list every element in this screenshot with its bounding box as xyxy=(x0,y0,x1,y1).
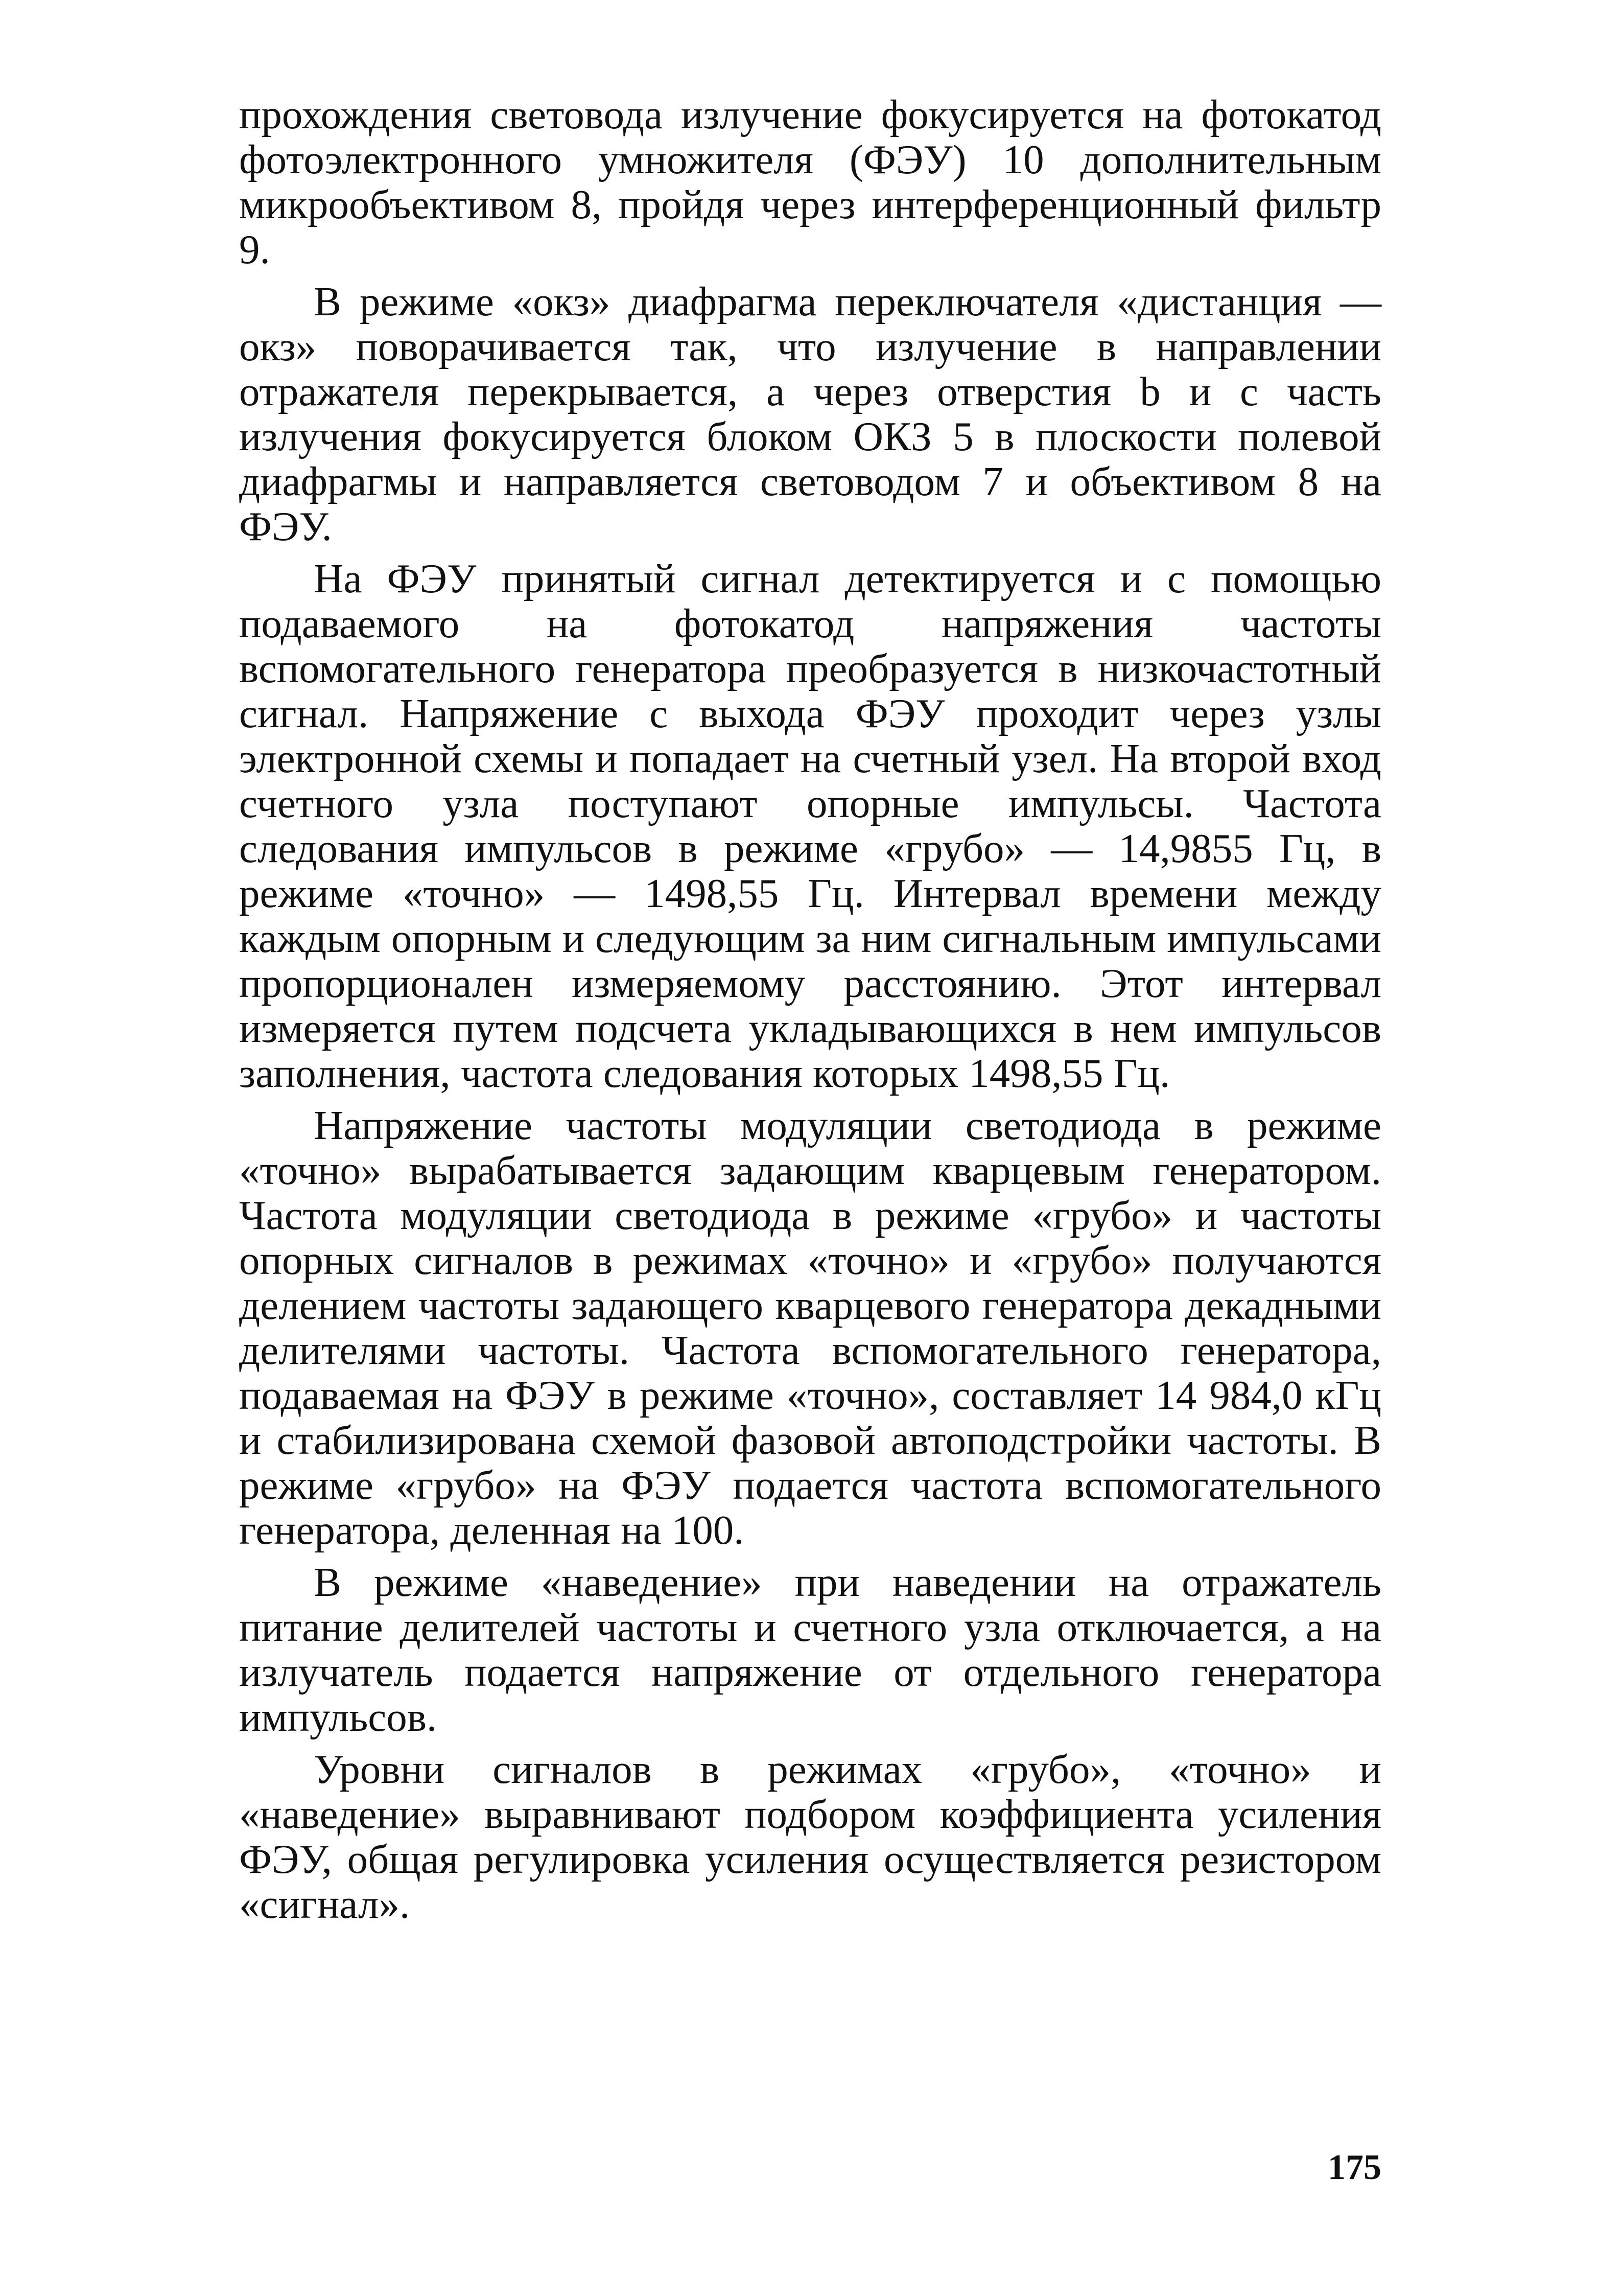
page-number: 175 xyxy=(1328,2148,1381,2187)
paragraph-1: прохождения световода излучение фокусируется на фотокатод фотоэлектронного умножителя (ФЭУ) 10 дополнительным микрообъективом 8, пройдя через интерференционный фильтр 9. xyxy=(239,91,1381,272)
book-page xyxy=(239,92,1381,2213)
paragraph-4: Напряжение частоты модуляции светодиода в режиме «точно» вырабатывается задающим кварцевым генератором. Частота модуляции светодиода в режиме «грубо» и частоты опорных сигналов в режимах «точно» и «грубо» получаются делением частоты задающего кварцевого генератора декадными делителями частоты. Частота вспомогательного генератора, подаваемая на ФЭУ в режиме «точно», составляет 14 984,0 кГц и стабилизирована схемой фазовой автоподстройки частоты. В режиме «грубо» на ФЭУ подается частота вспомогательного генератора, деленная на 100. xyxy=(239,1102,1381,1553)
paragraph-3: На ФЭУ принятый сигнал детектируется и с помощью подаваемого на фотокатод напряжения частоты вспомогательного генератора преобразуется в низкочастотный сигнал. Напряжение с выхода ФЭУ проходит через узлы электронной схемы и попадает на счетный узел. На второй вход счетного узла поступают опорные импульсы. Частота следования импульсов в режиме «грубо» — 14,9855 Гц, в режиме «точно» — 1498,55 Гц. Интервал времени между каждым опорным и следующим за ним сигнальным импульсами пропорционален измеряемому расстоянию. Этот интервал измеряется путем подсчета укладывающихся в нем импульсов заполнения, частота следования которых 1498,55 Гц. xyxy=(239,555,1381,1096)
paragraph-2: В режиме «окз» диафрагма переключателя «дистанция — окз» поворачивается так, что излучение в направлении отражателя перекрывается, а через отверстия b и c часть излучения фокусируется блоком ОКЗ 5 в плоскости полевой диафрагмы и направляется световодом 7 и объективом 8 на ФЭУ. xyxy=(239,279,1381,549)
paragraph-5: В режиме «наведение» при наведении на отражатель питание делителей частоты и счетного узла отключается, а на излучатель подается напряжение от отдельного генератора импульсов. xyxy=(239,1559,1381,1740)
paragraph-6: Уровни сигналов в режимах «грубо», «точно» и «наведение» выравнивают подбором коэффициента усиления ФЭУ, общая регулировка усиления осуществляется резистором «сигнал». xyxy=(239,1746,1381,1927)
